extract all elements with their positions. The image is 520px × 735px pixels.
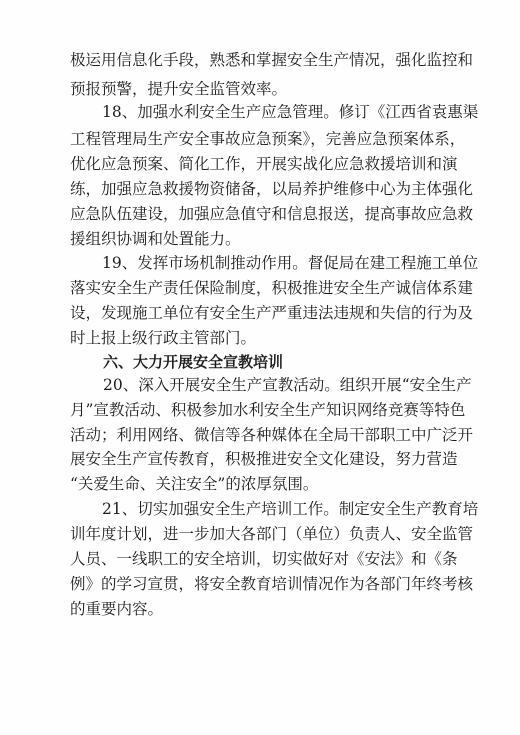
section-heading: 六、大力开展安全宣教培训 bbox=[103, 353, 284, 371]
text-line: 应急队伍建设，加强应急值守和信息报送，提高事故应急救 bbox=[70, 205, 474, 223]
text-line: 18、加强水利安全生产应急管理。修订《江西省袁惠渠 bbox=[102, 103, 479, 121]
text-line: 优化应急预案、简化工作，开展实战化应急救援培训和演 bbox=[70, 155, 458, 173]
text-line: 展安全生产宣传教育，积极推进安全文化建设，努力营造 bbox=[70, 450, 458, 468]
text-line: 设，发现施工单位有安全生产严重违法违规和失信的行为及 bbox=[70, 304, 474, 322]
text-line: 20、深入开展安全生产宣教活动。组织开展“安全生产 bbox=[103, 376, 472, 394]
text-line: 19、发挥市场机制推动作用。督促局在建工程施工单位 bbox=[102, 254, 479, 272]
text-line: 活动；利用网络、微信等各种媒体在全局干部职工中广泛开 bbox=[70, 426, 474, 444]
text-line: 21、切实加强安全生产培训工作。制定安全生产教育培 bbox=[102, 500, 479, 518]
text-line: 预报预警，提升安全监管效率。 bbox=[70, 80, 288, 98]
text-line: 落实安全生产责任保险制度，积极推进安全生产诚信体系建 bbox=[70, 279, 474, 297]
text-line: 人员、一线职工的安全培训，切实做好对《安法》和《条 bbox=[70, 550, 458, 568]
text-line: 极运用信息化手段，熟悉和掌握安全生产情况，强化监控和 bbox=[70, 51, 474, 69]
text-line: “关爱生命、关注安全”的浓厚氛围。 bbox=[70, 475, 319, 493]
text-line: 的重要内容。 bbox=[70, 600, 164, 618]
text-line: 援组织协调和处置能力。 bbox=[70, 230, 241, 248]
text-line: 例》的学习宣贯，将安全教育培训情况作为各部门年终考核 bbox=[70, 575, 474, 593]
text-line: 月”宣教活动、积极参加水利安全生产知识网络竞赛等特色 bbox=[70, 401, 466, 419]
text-line: 训年度计划，进一步加大各部门（单位）负责人、安全监管 bbox=[70, 525, 474, 543]
text-line: 练，加强应急救援物资储备，以局养护维修中心为主体强化 bbox=[70, 180, 474, 198]
text-line: 工程管理局生产安全事故应急预案》，完善应急预案体系， bbox=[70, 130, 466, 148]
text-line: 时上报上级行政主管部门。 bbox=[70, 329, 257, 347]
